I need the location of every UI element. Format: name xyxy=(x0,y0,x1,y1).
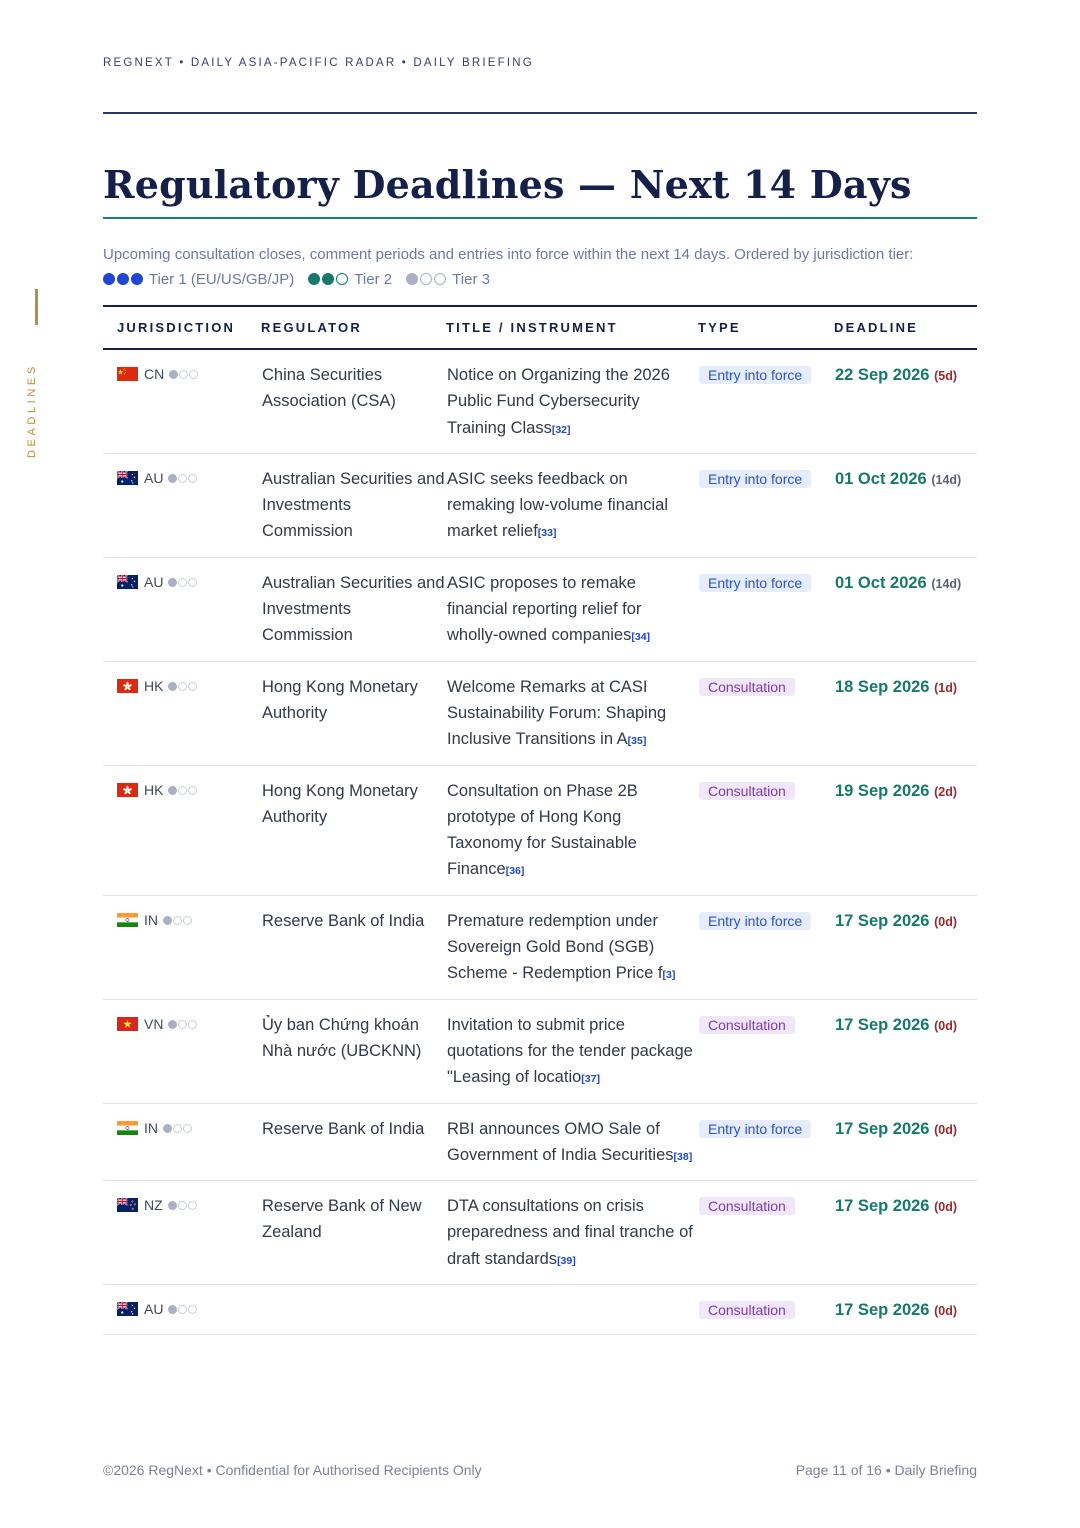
tier-dot-empty-icon xyxy=(178,578,187,587)
tier-dot-icon xyxy=(406,273,418,285)
tier-dot-empty-icon xyxy=(188,1305,197,1314)
tier-dot-empty-icon xyxy=(188,474,197,483)
flag-au-icon xyxy=(117,470,138,484)
deadline-date: 19 Sep 2026 xyxy=(835,781,930,800)
cell-regulator xyxy=(261,1285,446,1335)
table-row xyxy=(103,349,977,453)
type-badge: Consultation xyxy=(699,1197,795,1215)
cell-regulator: Ủy ban Chứng khoán Nhà nước (UBCKNN) xyxy=(261,999,446,1103)
tier-dot-empty-icon xyxy=(178,1020,187,1029)
instrument-title: Welcome Remarks at CASI Sustainability Forum: Shaping Inclusive Transitions in A xyxy=(447,677,667,749)
tier-dot-icon xyxy=(168,474,177,483)
flag-cn-icon xyxy=(117,366,138,380)
table-row xyxy=(103,999,977,1103)
cell-jurisdiction xyxy=(103,999,261,1103)
cell-title xyxy=(446,557,698,661)
flag-vn-icon xyxy=(117,1016,138,1030)
flag-in-icon xyxy=(117,912,138,926)
days-remaining: (5d) xyxy=(934,369,958,383)
cell-deadline xyxy=(834,557,977,661)
days-remaining: (0d) xyxy=(934,1122,958,1137)
type-badge: Entry into force xyxy=(699,912,811,930)
tier-dot-empty-icon xyxy=(183,1124,192,1133)
cell-title xyxy=(446,999,698,1103)
jurisdiction-code: NZ xyxy=(144,1197,163,1214)
cell-type xyxy=(698,453,834,557)
tier-dot-empty-icon xyxy=(188,682,197,691)
edition-name: DAILY BRIEFING xyxy=(413,57,534,69)
tier-dot-empty-icon xyxy=(173,1124,182,1133)
jurisdiction-code: AU xyxy=(144,1301,164,1318)
cell-regulator: Reserve Bank of New Zealand xyxy=(261,1181,446,1285)
deadline-date: 17 Sep 2026 xyxy=(835,1301,930,1320)
legend-tier3-label: Tier 3 xyxy=(452,271,490,288)
days-remaining: (0d) xyxy=(934,1200,958,1215)
cell-deadline xyxy=(834,999,977,1103)
deadline-date: 17 Sep 2026 xyxy=(835,1119,930,1138)
table-row xyxy=(103,1103,977,1181)
tier-dot-icon xyxy=(103,273,115,285)
jurisdiction-code: HK xyxy=(144,781,164,798)
tier-dot-empty-icon xyxy=(178,1305,187,1314)
type-badge: Entry into force xyxy=(699,366,811,384)
publication-name: DAILY ASIA-PACIFIC RADAR xyxy=(190,57,397,69)
cell-title xyxy=(446,661,698,765)
cell-jurisdiction xyxy=(103,1181,261,1285)
table-row xyxy=(103,557,977,661)
tier-dot-empty-icon xyxy=(188,1020,197,1029)
citation-link[interactable]: [36] xyxy=(505,865,525,878)
jurisdiction-code: IN xyxy=(144,911,158,928)
cell-jurisdiction xyxy=(103,349,261,453)
cell-regulator: China Securities Association (CSA) xyxy=(261,349,446,453)
flag-hk-icon xyxy=(117,782,138,796)
table-row xyxy=(103,765,977,895)
deadline-date: 17 Sep 2026 xyxy=(835,1015,930,1034)
cell-jurisdiction xyxy=(103,1285,261,1335)
citation-link[interactable]: [32] xyxy=(551,423,571,436)
citation-link[interactable]: [3] xyxy=(662,969,676,982)
tier-dot-icon xyxy=(168,1305,177,1314)
cell-deadline xyxy=(834,1181,977,1285)
column-header-jurisdiction: JURISDICTION xyxy=(103,306,261,349)
cell-regulator: Reserve Bank of India xyxy=(261,1103,446,1181)
cell-jurisdiction xyxy=(103,765,261,895)
instrument-title: DTA consultations on crisis preparedness and final tranche of draft standards xyxy=(447,1197,693,1268)
cell-title xyxy=(446,1285,698,1335)
cell-type xyxy=(698,895,834,999)
tier-dot-icon xyxy=(308,273,320,285)
tier-dot-empty-icon xyxy=(188,578,197,587)
brand-name: REGNEXT xyxy=(103,57,174,69)
tier-dot-icon xyxy=(169,370,178,379)
tier-dot-icon xyxy=(168,578,177,587)
flag-in-icon xyxy=(117,1120,138,1134)
cell-type xyxy=(698,765,834,895)
tier-dot-empty-icon xyxy=(189,370,198,379)
page-subtitle xyxy=(103,242,977,292)
table-row xyxy=(103,453,977,557)
jurisdiction-code: IN xyxy=(144,1119,158,1136)
cell-title xyxy=(446,895,698,999)
instrument-title: Notice on Organizing the 2026 Public Fund Cybersecurity Training Class xyxy=(447,366,670,437)
instrument-title: ASIC seeks feedback on remaking low-volume financial market relief xyxy=(447,469,669,541)
column-header-type: TYPE xyxy=(698,306,834,349)
citation-link[interactable]: [33] xyxy=(537,527,557,540)
legend-tier2-label: Tier 2 xyxy=(354,271,393,288)
instrument-title: Premature redemption under Sovereign Gold Bond (SGB) Scheme - Redemption Price f xyxy=(447,911,663,983)
cell-deadline xyxy=(834,661,977,765)
cell-regulator: Hong Kong Monetary Authority xyxy=(261,661,446,765)
instrument-title: ASIC proposes to remake financial reporting relief for wholly-owned companies xyxy=(447,573,642,645)
legend-tier1 xyxy=(103,267,294,292)
citation-link[interactable]: [35] xyxy=(627,735,647,748)
days-remaining: (1d) xyxy=(934,680,958,695)
tier-dot-empty-icon xyxy=(183,916,192,925)
tier-dot-empty-icon xyxy=(434,273,446,285)
cell-title xyxy=(446,453,698,557)
type-badge: Entry into force xyxy=(699,1120,811,1138)
legend-tier2 xyxy=(308,267,392,292)
cell-regulator: Hong Kong Monetary Authority xyxy=(261,765,446,895)
tier-dot-icon xyxy=(168,1201,177,1210)
deadline-date: 17 Sep 2026 xyxy=(835,1197,930,1216)
tier-dot-icon xyxy=(163,916,172,925)
jurisdiction-code: AU xyxy=(144,573,164,590)
cell-jurisdiction xyxy=(103,557,261,661)
tier-dot-icon xyxy=(322,273,334,285)
cell-regulator: Reserve Bank of India xyxy=(261,895,446,999)
footer-copyright: ©2026 RegNext • Confidential for Authorised Recipients Only xyxy=(103,1462,482,1478)
table-row xyxy=(103,895,977,999)
cell-deadline xyxy=(834,1103,977,1181)
cell-jurisdiction xyxy=(103,453,261,557)
type-badge: Entry into force xyxy=(699,574,811,592)
title-divider xyxy=(103,217,977,219)
cell-deadline xyxy=(834,349,977,453)
cell-type xyxy=(698,349,834,453)
tier-dot-empty-icon xyxy=(178,786,187,795)
tier-dot-icon xyxy=(168,786,177,795)
type-badge: Consultation xyxy=(699,678,795,696)
instrument-title: Invitation to submit price quotations for the tender package "Leasing of locatio xyxy=(447,1015,693,1087)
citation-link[interactable]: [37] xyxy=(581,1073,600,1086)
deadline-date: 22 Sep 2026 xyxy=(835,366,930,384)
cell-deadline xyxy=(834,895,977,999)
instrument-title: RBI announces OMO Sale of Government of India Securities xyxy=(447,1119,674,1164)
jurisdiction-code: HK xyxy=(144,677,164,694)
flag-au-icon xyxy=(117,574,138,588)
type-badge: Consultation xyxy=(699,782,795,800)
cell-type xyxy=(698,999,834,1103)
table-header-row xyxy=(103,306,977,349)
type-badge: Consultation xyxy=(699,1301,795,1319)
days-remaining: (0d) xyxy=(934,914,958,929)
citation-link[interactable]: [38] xyxy=(673,1150,693,1163)
days-remaining: (0d) xyxy=(934,1018,958,1033)
running-header: REGNEXT • DAILY ASIA-PACIFIC RADAR • DAILY BRIEFING xyxy=(103,57,534,69)
tier-dot-icon xyxy=(117,273,129,285)
tier-dot-empty-icon xyxy=(178,474,187,483)
cell-type xyxy=(698,1103,834,1181)
deadline-date: 01 Oct 2026 xyxy=(835,469,927,488)
days-remaining: (0d) xyxy=(934,1304,958,1319)
cell-type xyxy=(698,1285,834,1335)
jurisdiction-code: VN xyxy=(144,1015,164,1032)
cell-deadline xyxy=(834,453,977,557)
table-row xyxy=(103,1181,977,1285)
tier-dot-icon xyxy=(163,1124,172,1133)
tier-dot-empty-icon xyxy=(420,273,432,285)
days-remaining: (14d) xyxy=(931,576,962,591)
tier-dot-empty-icon xyxy=(188,1201,197,1210)
tier-dot-icon xyxy=(168,682,177,691)
tier-dot-icon xyxy=(131,273,143,285)
tier-dot-empty-icon xyxy=(178,682,187,691)
column-header-regulator: REGULATOR xyxy=(261,306,446,349)
type-badge: Entry into force xyxy=(699,470,811,488)
days-remaining: (14d) xyxy=(931,472,962,487)
cell-regulator: Australian Securities and Investments Commission xyxy=(261,557,446,661)
column-header-title: TITLE / INSTRUMENT xyxy=(446,306,698,349)
section-marker xyxy=(35,289,38,325)
page-title: Regulatory Deadlines — Next 14 Days xyxy=(103,162,912,207)
cell-jurisdiction xyxy=(103,895,261,999)
table-row xyxy=(103,661,977,765)
cell-title xyxy=(446,349,698,453)
flag-hk-icon xyxy=(117,678,138,692)
tier-dot-empty-icon xyxy=(188,786,197,795)
cell-deadline xyxy=(834,1285,977,1335)
tier-dot-icon xyxy=(168,1020,177,1029)
legend-tier1-label: Tier 1 (EU/US/GB/JP) xyxy=(148,271,295,288)
type-badge: Consultation xyxy=(699,1016,795,1034)
tier-dot-empty-icon xyxy=(179,370,188,379)
jurisdiction-code: CN xyxy=(144,366,165,382)
legend-tier3 xyxy=(406,267,490,292)
citation-link[interactable]: [39] xyxy=(557,1254,576,1267)
tier-dot-empty-icon xyxy=(336,273,348,285)
deadline-date: 01 Oct 2026 xyxy=(835,573,927,592)
subtitle-text: Upcoming consultation closes, comment periods and entries into force within the next 14 days. Ordered by jurisdiction tier: xyxy=(103,246,914,263)
header-divider xyxy=(103,112,977,114)
cell-type xyxy=(698,661,834,765)
jurisdiction-code: AU xyxy=(144,469,164,486)
tier-dot-empty-icon xyxy=(173,916,182,925)
cell-type xyxy=(698,1181,834,1285)
cell-deadline xyxy=(834,765,977,895)
cell-jurisdiction xyxy=(103,1103,261,1181)
column-header-deadline: DEADLINE xyxy=(834,306,977,349)
instrument-title: Consultation on Phase 2B prototype of Hong Kong Taxonomy for Sustainable Finance xyxy=(447,781,638,879)
citation-link[interactable]: [34] xyxy=(631,631,651,644)
cell-title xyxy=(446,765,698,895)
flag-nz-icon xyxy=(117,1197,138,1211)
cell-title xyxy=(446,1103,698,1181)
flag-au-icon xyxy=(117,1301,138,1315)
cell-regulator: Australian Securities and Investments Commission xyxy=(261,453,446,557)
days-remaining: (2d) xyxy=(934,784,958,799)
deadline-date: 18 Sep 2026 xyxy=(835,677,930,696)
table-row xyxy=(103,1285,977,1335)
cell-title xyxy=(446,1181,698,1285)
deadlines-table xyxy=(103,305,977,1335)
section-side-label: DEADLINES xyxy=(26,363,38,458)
cell-jurisdiction xyxy=(103,661,261,765)
deadline-date: 17 Sep 2026 xyxy=(835,911,930,930)
footer-page-info: Page 11 of 16 • Daily Briefing xyxy=(795,1462,977,1478)
cell-type xyxy=(698,557,834,661)
tier-dot-empty-icon xyxy=(178,1201,187,1210)
